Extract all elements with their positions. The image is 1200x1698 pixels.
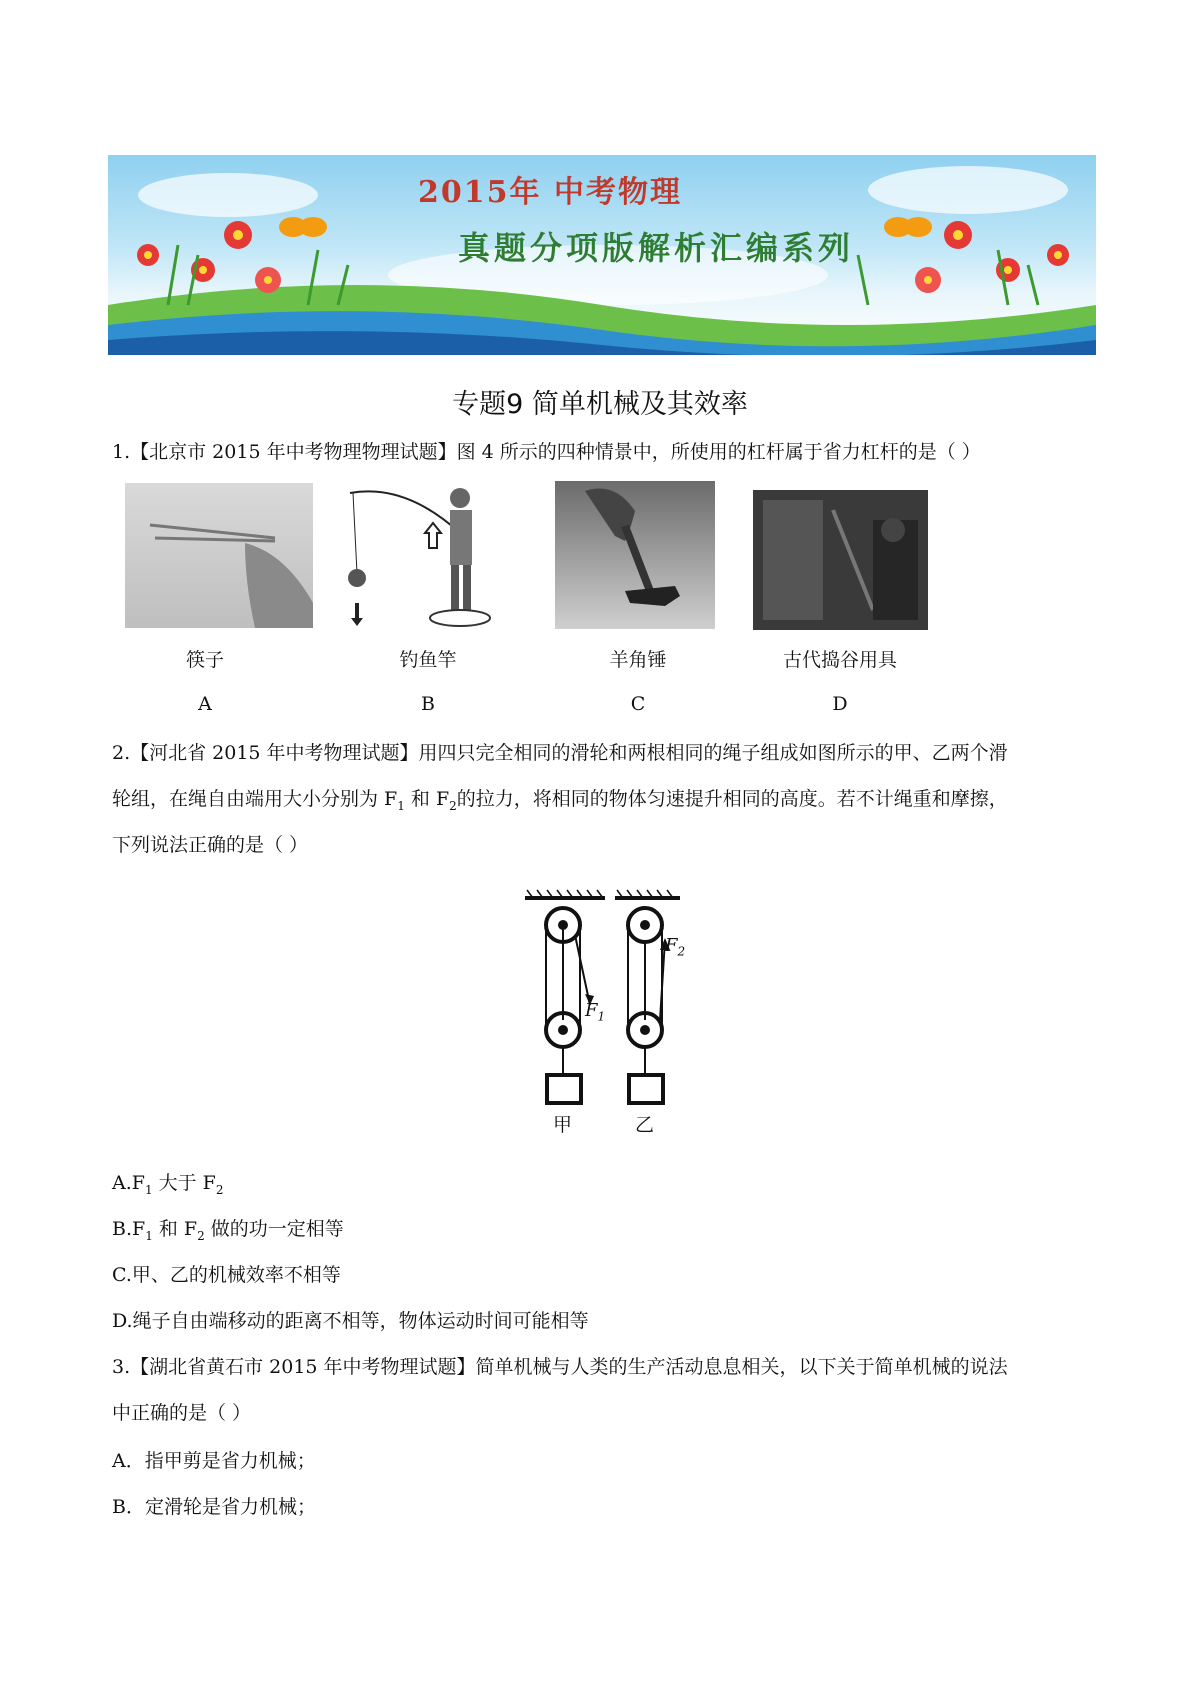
option-d-caption: 古代捣谷用具 — [782, 649, 897, 671]
question-3-option-a: A．指甲剪是省力机械； — [112, 1450, 316, 1472]
question-2-option-d: D.绳子自由端移动的距离不相等，物体运动时间可能相等 — [112, 1310, 589, 1332]
question-1-source: 【北京市 2015 年中考物理物理试题】 — [130, 441, 457, 463]
question-1-stem — [112, 437, 981, 467]
option-a-caption: 筷子 — [185, 649, 224, 671]
force-2-label: $F_2$ — [665, 935, 686, 959]
question-2-line-3: 下列说法正确的是（ ） — [112, 834, 309, 856]
question-3-line-1: 3.【湖北省黄石市 2015 年中考物理试题】简单机械与人类的生产活动息息相关，以下关于简单机械的说法 — [112, 1356, 1008, 1378]
option-d-letter: D — [832, 693, 848, 715]
question-2-option-a: $A.F_1$ 大于 $F_2$ — [112, 1172, 224, 1197]
question-2-line-1: 2.【河北省 2015 年中考物理试题】用四只完全相同的滑轮和两根相同的绳子组成如图所示的甲、乙两个滑 — [112, 742, 1008, 764]
question-1-text: 图 4 所示的四种情景中，所使用的杠杆属于省力杠杆的是（ ） — [456, 441, 981, 463]
header-banner — [108, 155, 1096, 355]
banner-title: 2015年 中考物理 — [418, 175, 682, 210]
chopsticks-image — [125, 483, 313, 628]
question-3-line-2: 中正确的是（ ） — [112, 1402, 252, 1424]
pulley-jia-label: 甲 — [553, 1114, 573, 1136]
option-c-caption: 羊角锤 — [609, 649, 667, 671]
option-c-letter: C — [630, 693, 646, 715]
page-title: 专题9 简单机械及其效率 — [452, 389, 748, 420]
claw-hammer-image — [555, 481, 715, 629]
force-1-label: $F_1$ — [585, 1000, 606, 1024]
question-2-option-c: C.甲、乙的机械效率不相等 — [112, 1264, 341, 1286]
fishing-rod-image — [345, 478, 505, 638]
option-b-caption: 钓鱼竿 — [399, 649, 457, 671]
grain-pounder-image — [753, 490, 928, 630]
banner-subtitle: 真题分项版解析汇编系列 — [458, 229, 855, 267]
option-a-letter: A — [198, 693, 212, 715]
question-1-number: 1. — [112, 441, 131, 463]
pulley-yi-label: 乙 — [635, 1114, 655, 1136]
question-2-option-b: $B.F_1$ 和 $F_2$ 做的功一定相等 — [112, 1218, 344, 1243]
option-b-letter: B — [421, 693, 435, 715]
pulley-diagram — [505, 880, 705, 1145]
question-3-option-b: B．定滑轮是省力机械； — [112, 1496, 316, 1518]
question-2-line-2: 轮组，在绳自由端用大小分别为 $F_1$ 和 $F_2$的拉力，将相同的物体匀速提升相同的高度。若不计绳重和摩擦， — [112, 788, 1008, 813]
